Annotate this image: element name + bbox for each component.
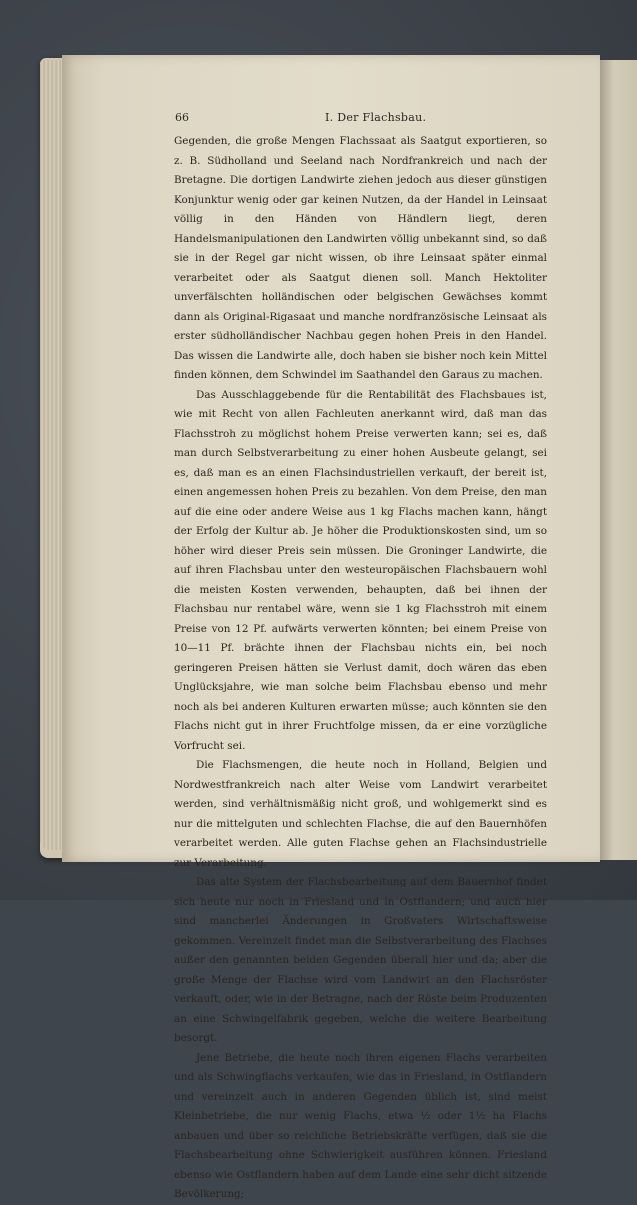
body-text: [174, 132, 547, 1205]
paragraph: Das alte System der Flachsbearbeitung auf dem Bauernhof findet sich heute nur noch in Friesland und in Ostflandern; und auch hier sind mancherlei Änderungen in Großvaters Wirtschaftsweise gekommen. Vereinzelt findet man die Selbstverarbeitung des Flachses außer den genannten beiden Gegenden überall hier und da; aber die große Menge der Flachse wird vom Landwirt an den Flachsröster verkauft, oder, wie in der Betragne, nach der Röste beim Produzenten an eine Schwingelfabrik gegeben, welche die weitere Bearbeitung besorgt.: [174, 876, 547, 1044]
page-header: [175, 111, 547, 127]
paragraph: Das Ausschlaggebende für die Rentabilität des Flachsbaues ist, wie mit Recht von allen Fachleuten anerkannt wird, daß man das Flachsstroh zu möglichst hohem Preise verwerten kann; sei es, daß man durch Selbstverarbeitung zu einer hohen Ausbeute gelangt, sei es, daß man es an einen Flachsindustriellen verkauft, der bereit ist, einen angemessen hohen Preis zu bezahlen. Von dem Preise, den man auf die eine oder andere Weise aus 1 kg Flachs machen kann, hängt der Erfolg der Kultur ab. Je höher die Produktionskosten sind, um so höher wird dieser Preis sein müssen. Die Groninger Landwirte, die auf ihren Flachsbau unter den westeuropäischen Flachsbauern wohl die meisten Kosten verwenden, behaupten, daß bei ihnen der Flachsbau nur rentabel wäre, wenn sie 1 kg Flachsstroh mit einem Preise von 12 Pf. aufwärts verwerten könnten; bei einem Preise von 10—11 Pf. brächte ihnen der Flachsbau nichts ein, bei noch geringeren Preisen hätten sie Verlust damit, doch wären das eben Unglücksjahre, wie man solche beim Flachsbau ebenso und mehr noch als bei anderen Kulturen erwarten müsse; auch könnten sie den Flachs nicht gut in ihrer Fruchtfolge missen, da er eine vorzügliche Vorfrucht sei.: [174, 388, 547, 752]
paragraph: Jene Betriebe, die heute noch ihren eigenen Flachs verarbeiten und als Schwingflachs verkaufen, wie das in Friesland, in Ostflandern und vereinzelt auch in anderen Gegenden üblich ist, sind meist Kleinbetriebe, die nur wenig Flachs, etwa ½ oder 1½ ha Flachs anbauen und über so reichliche Betriebskräfte verfügen, daß sie die Flachsbearbeitung ohne Schwierigkeit ausführen können. Friesland ebenso wie Ostflandern haben auf dem Lande eine sehr dicht sitzende Bevölkerung;: [174, 1051, 547, 1200]
facing-page-edge: [598, 60, 637, 860]
running-head: I. Der Flachsbau.: [325, 111, 427, 124]
paragraph: Die Flachsmengen, die heute noch in Holland, Belgien und Nordwestfrankreich nach alter Weise vom Landwirt verarbeitet werden, sind verhältnismäßig nicht groß, und wohlgemerkt sind es nur die mittelguten und schlechten Flachse, die auf den Bauernhöfen verarbeitet werden. Alle guten Flachse gehen an Flachsindustrielle zur Verarbeitung.: [174, 759, 547, 869]
page-number: 66: [175, 111, 189, 124]
paragraph: Gegenden, die große Mengen Flachssaat als Saatgut exportieren, so z. B. Südholland und Seeland nach Nordfrankreich und nach der Bretagne. Die dortigen Landwirte ziehen jedoch aus dieser günstigen Konjunktur wenig oder gar keinen Nutzen, da der Handel in Leinsaat völlig in den Händen von Händlern liegt, deren Handelsmanipulationen den Landwirten völlig unbekannt sind, so daß sie in der Regel gar nicht wissen, ob ihre Leinsaat später einmal verarbeitet oder als Saatgut dienen soll. Manch Hektoliter unverfälschten holländischen oder belgischen Gewächses kommt dann als Original-Rigasaat und manche nordfranzösische Leinsaat als erster südholländischer Nachbau gegen hohen Preis in den Handel. Das wissen die Landwirte alle, doch haben sie bisher noch kein Mittel finden können, dem Schwindel im Saathandel den Garaus zu machen.: [174, 135, 547, 381]
